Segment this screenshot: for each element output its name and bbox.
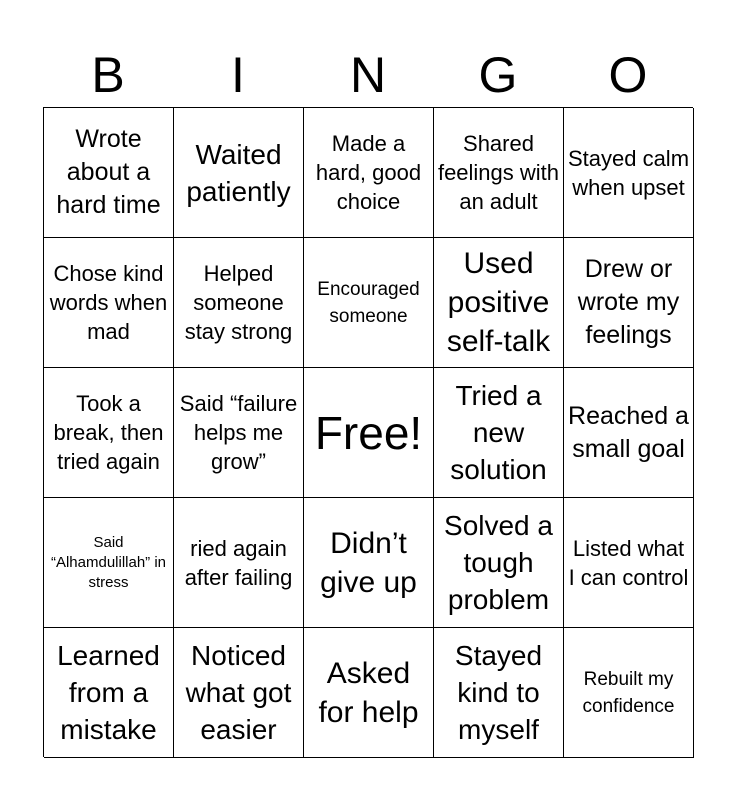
cell-text: Helped someone stay strong xyxy=(184,261,293,344)
bingo-cell[interactable] xyxy=(304,628,434,758)
cell-text: Learned from a mistake xyxy=(57,640,160,745)
bingo-cell[interactable] xyxy=(44,368,174,498)
cell-text: Rebuilt my confidence xyxy=(582,668,675,717)
bingo-board xyxy=(43,107,693,757)
cell-text: ried again after failing xyxy=(184,535,293,590)
bingo-header xyxy=(43,44,693,106)
cell-text: Said “Alhamdulillah” in stress xyxy=(50,533,167,591)
bingo-cell[interactable] xyxy=(174,498,304,628)
header-letter-o: O xyxy=(608,47,648,103)
bingo-cell[interactable] xyxy=(434,498,564,628)
cell-text: Wrote about a hard time xyxy=(56,125,161,219)
cell-text: Shared feelings with an adult xyxy=(437,131,560,214)
cell-text: Solved a tough problem xyxy=(444,510,553,615)
bingo-cell[interactable] xyxy=(304,238,434,368)
bingo-cell[interactable] xyxy=(434,368,564,498)
cell-text: Encouraged someone xyxy=(317,278,420,327)
cell-text: Stayed calm when upset xyxy=(567,145,690,200)
cell-text: Asked for help xyxy=(318,656,419,729)
bingo-cell[interactable] xyxy=(564,238,694,368)
bingo-cell[interactable] xyxy=(304,108,434,238)
cell-text: Noticed what got easier xyxy=(185,640,292,745)
bingo-cell[interactable] xyxy=(434,238,564,368)
bingo-cell[interactable] xyxy=(174,368,304,498)
cell-text: Free! xyxy=(314,406,423,459)
free-cell[interactable] xyxy=(304,368,434,498)
bingo-cell[interactable] xyxy=(304,498,434,628)
bingo-cell[interactable] xyxy=(174,628,304,758)
cell-text: Used positive self-talk xyxy=(446,247,551,358)
cell-text: Listed what I can control xyxy=(568,535,689,590)
bingo-cell[interactable] xyxy=(44,108,174,238)
bingo-cell[interactable] xyxy=(44,628,174,758)
cell-text: Made a hard, good choice xyxy=(315,131,422,214)
bingo-cell[interactable] xyxy=(174,108,304,238)
bingo-cell[interactable] xyxy=(434,108,564,238)
header-letter-b: B xyxy=(91,47,125,103)
bingo-cell[interactable] xyxy=(44,498,174,628)
bingo-cell[interactable] xyxy=(564,108,694,238)
cell-text: Took a break, then tried again xyxy=(53,391,164,474)
header-letter-g: G xyxy=(478,47,518,103)
cell-text: Reached a small goal xyxy=(568,401,689,463)
bingo-cell[interactable] xyxy=(564,498,694,628)
header-letter-n: N xyxy=(349,47,387,103)
bingo-cell[interactable] xyxy=(44,238,174,368)
cell-text: Didn’t give up xyxy=(320,526,417,599)
cell-text: Drew or wrote my feelings xyxy=(577,255,680,349)
cell-text: Stayed kind to myself xyxy=(454,640,543,745)
cell-text: Said “failure helps me grow” xyxy=(179,391,298,474)
cell-text: Chose kind words when mad xyxy=(49,261,168,344)
bingo-cell[interactable] xyxy=(564,628,694,758)
bingo-cell[interactable] xyxy=(174,238,304,368)
bingo-cell[interactable] xyxy=(564,368,694,498)
header-letter-i: I xyxy=(231,47,245,103)
cell-text: Waited patiently xyxy=(186,138,291,207)
bingo-cell[interactable] xyxy=(434,628,564,758)
cell-text: Tried a new solution xyxy=(450,380,547,485)
